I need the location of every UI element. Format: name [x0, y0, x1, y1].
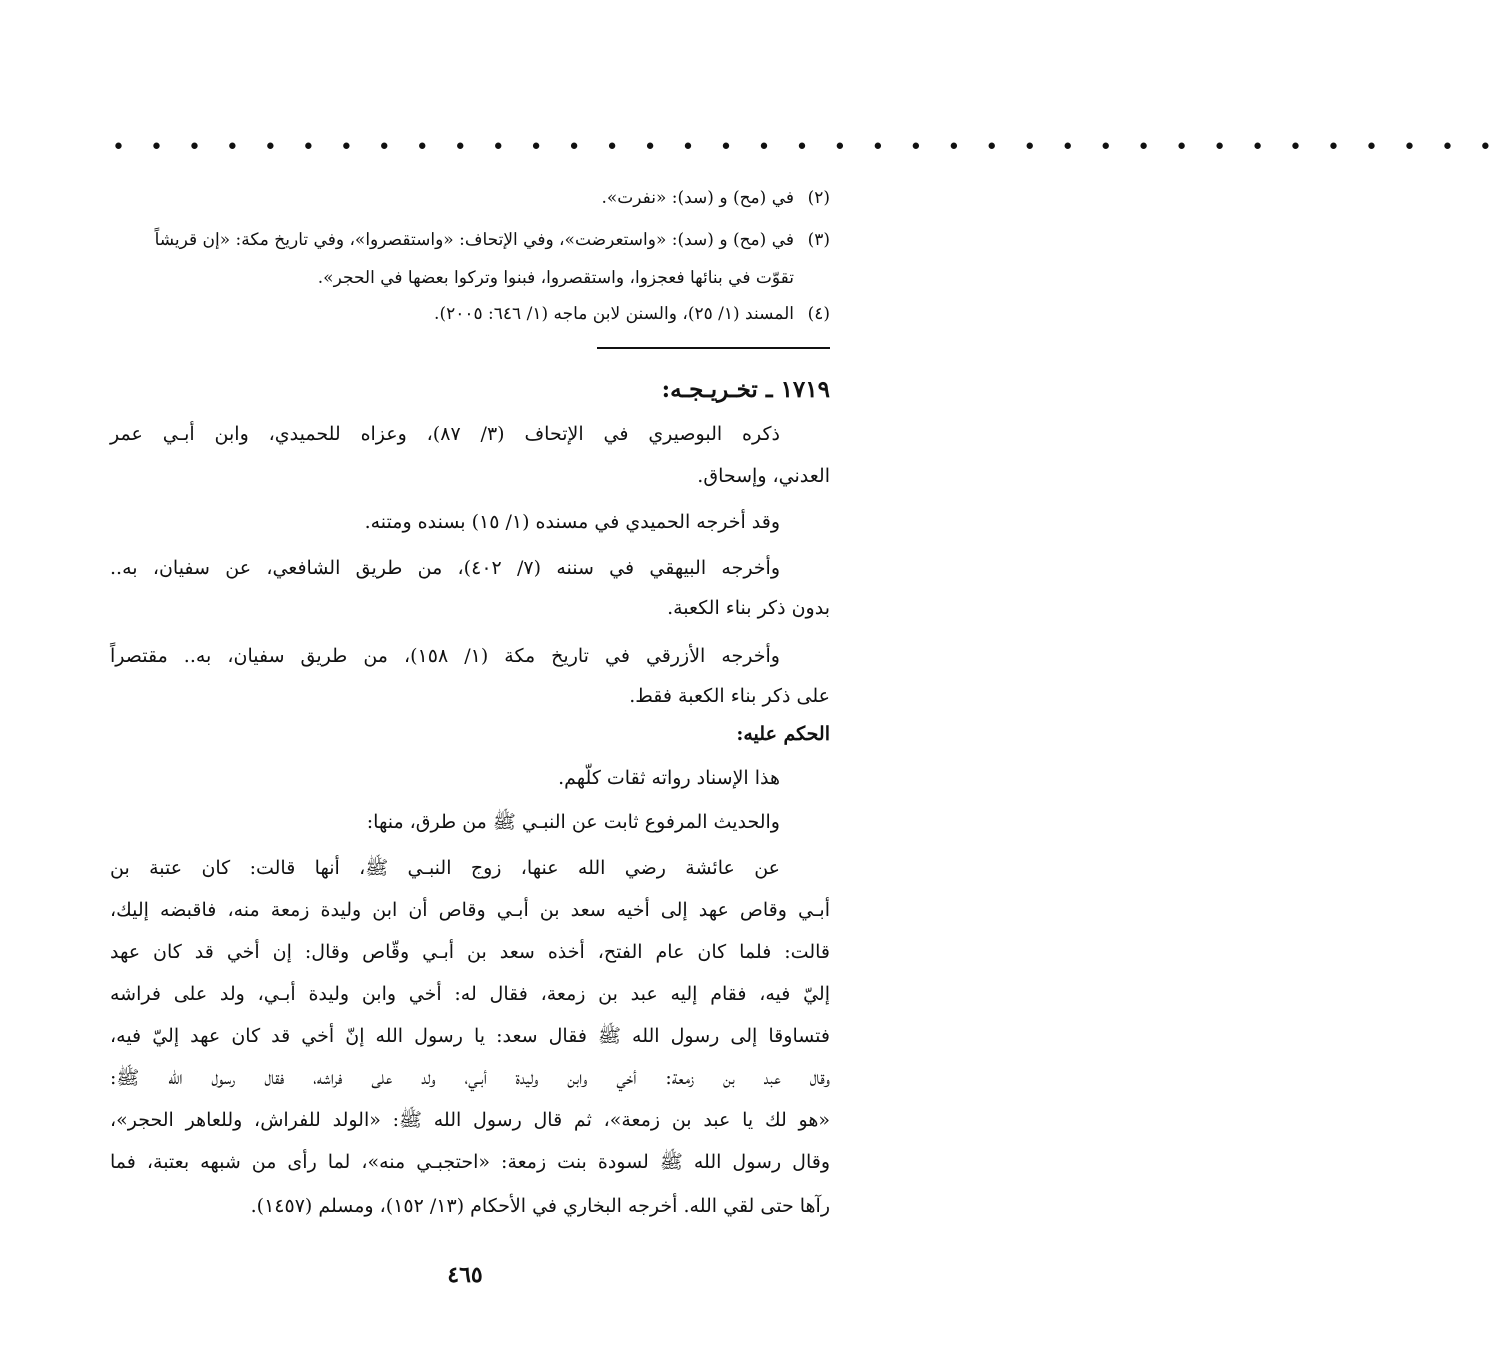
body-line: والحديث المرفوع ثابت عن النبـي ﷺ من طرق، منها:: [366, 811, 780, 833]
body-line: «هو لك يا عبد بن زمعة»، ثم قال رسول الله ﷺ: «الولد للفراش، وللعاهر الحجر»،: [110, 1109, 830, 1131]
footnote-3-continuation: تقوّت في بنائها فعجزوا، واستقصروا، فبنوا وتركوا بعضها في الحجر».: [317, 268, 794, 288]
section-heading: ١٧١٩ ـ تخـريـجـه:: [661, 376, 830, 403]
body-line: وأخرجه الأزرقي في تاريخ مكة (١/ ١٥٨)، من طريق سفيان، به.. مقتصراً: [110, 645, 780, 667]
body-line: وقال رسول الله ﷺ لسودة بنت زمعة: «احتجبـي منه»، لما رأى من شبهه بعتبة، فما: [110, 1151, 830, 1173]
body-line: فتساوقا إلى رسول الله ﷺ فقال سعد: يا رسول الله إنّ أخي قد كان عهد إليّ فيه،: [110, 1025, 830, 1047]
body-line: وقد أخرجه الحميدي في مسنده (١/ ١٥) بسنده ومتنه.: [364, 511, 780, 533]
body-line: على ذكر بناء الكعبة فقط.: [629, 685, 830, 707]
body-line: وأخرجه البيهقي في سننه (٧/ ٤٠٢)، من طريق الشافعي، عن سفيان، به..: [110, 557, 781, 579]
body-line: وقال عبد بن زمعة: أخي وابن وليدة أبـي، ولد على فراشه، فقال رسول الله ﷺ:: [110, 1067, 831, 1089]
footnote-number: (٤): [807, 304, 830, 324]
body-line: هذا الإسناد رواته ثقات كلّهم.: [558, 767, 780, 789]
body-line: رآها حتى لقي الله. أخرجه البخاري في الأحكام (١٣/ ١٥٢)، ومسلم (١٤٥٧).: [250, 1195, 830, 1217]
body-line: بدون ذكر بناء الكعبة.: [667, 597, 830, 619]
body-line: العدني، وإسحاق.: [697, 465, 830, 487]
footnote-number: (٢): [807, 188, 830, 208]
footnote-text: المسند (١/ ٢٥)، والسنن لابن ماجه (١/ ٦٤٦: ٢٠٠٥).: [434, 304, 794, 324]
footnote-3: [110, 222, 830, 258]
footnote-4: [110, 296, 830, 332]
body-line: أبـي وقاص عهد إلى أخيه سعد بن أبـي وقاص أن ابن وليدة زمعة منه، فاقبضه إليك،: [110, 899, 830, 921]
footnote-text: في (مح) و (سد): «نفرت».: [601, 188, 794, 208]
section-divider: [597, 347, 830, 349]
body-line: إليّ فيه، فقام إليه عبد بن زمعة، فقال له: أخي وابن وليدة أبـي، ولد على فراشه: [110, 983, 830, 1005]
footnote-number: (٣): [807, 230, 830, 250]
separator-dots: • • • • • • • • • • • • • • • • • • • • • • • • • • • • • • • • • • • • •: [112, 135, 1501, 160]
body-line: ذكره البوصيري في الإتحاف (٣/ ٨٧)، وعزاه للحميدي، وابن أبـي عمر: [110, 423, 780, 445]
body-line: عن عائشة رضي الله عنها، زوج النبـي ﷺ، أنها قالت: كان عتبة بن: [110, 857, 780, 879]
footnote-text: في (مح) و (سد): «واستعرضت»، وفي الإتحاف: «واستقصروا»، وفي تاريخ مكة: «إن قريشاً: [154, 230, 794, 250]
body-line: قالت: فلما كان عام الفتح، أخذه سعد بن أبـي وقّاص وقال: إن أخي قد كان عهد: [110, 941, 830, 963]
page-number: ٤٦٥: [447, 1262, 483, 1288]
ruling-heading: الحكم عليه:: [736, 723, 830, 745]
footnote-2: [110, 180, 830, 216]
